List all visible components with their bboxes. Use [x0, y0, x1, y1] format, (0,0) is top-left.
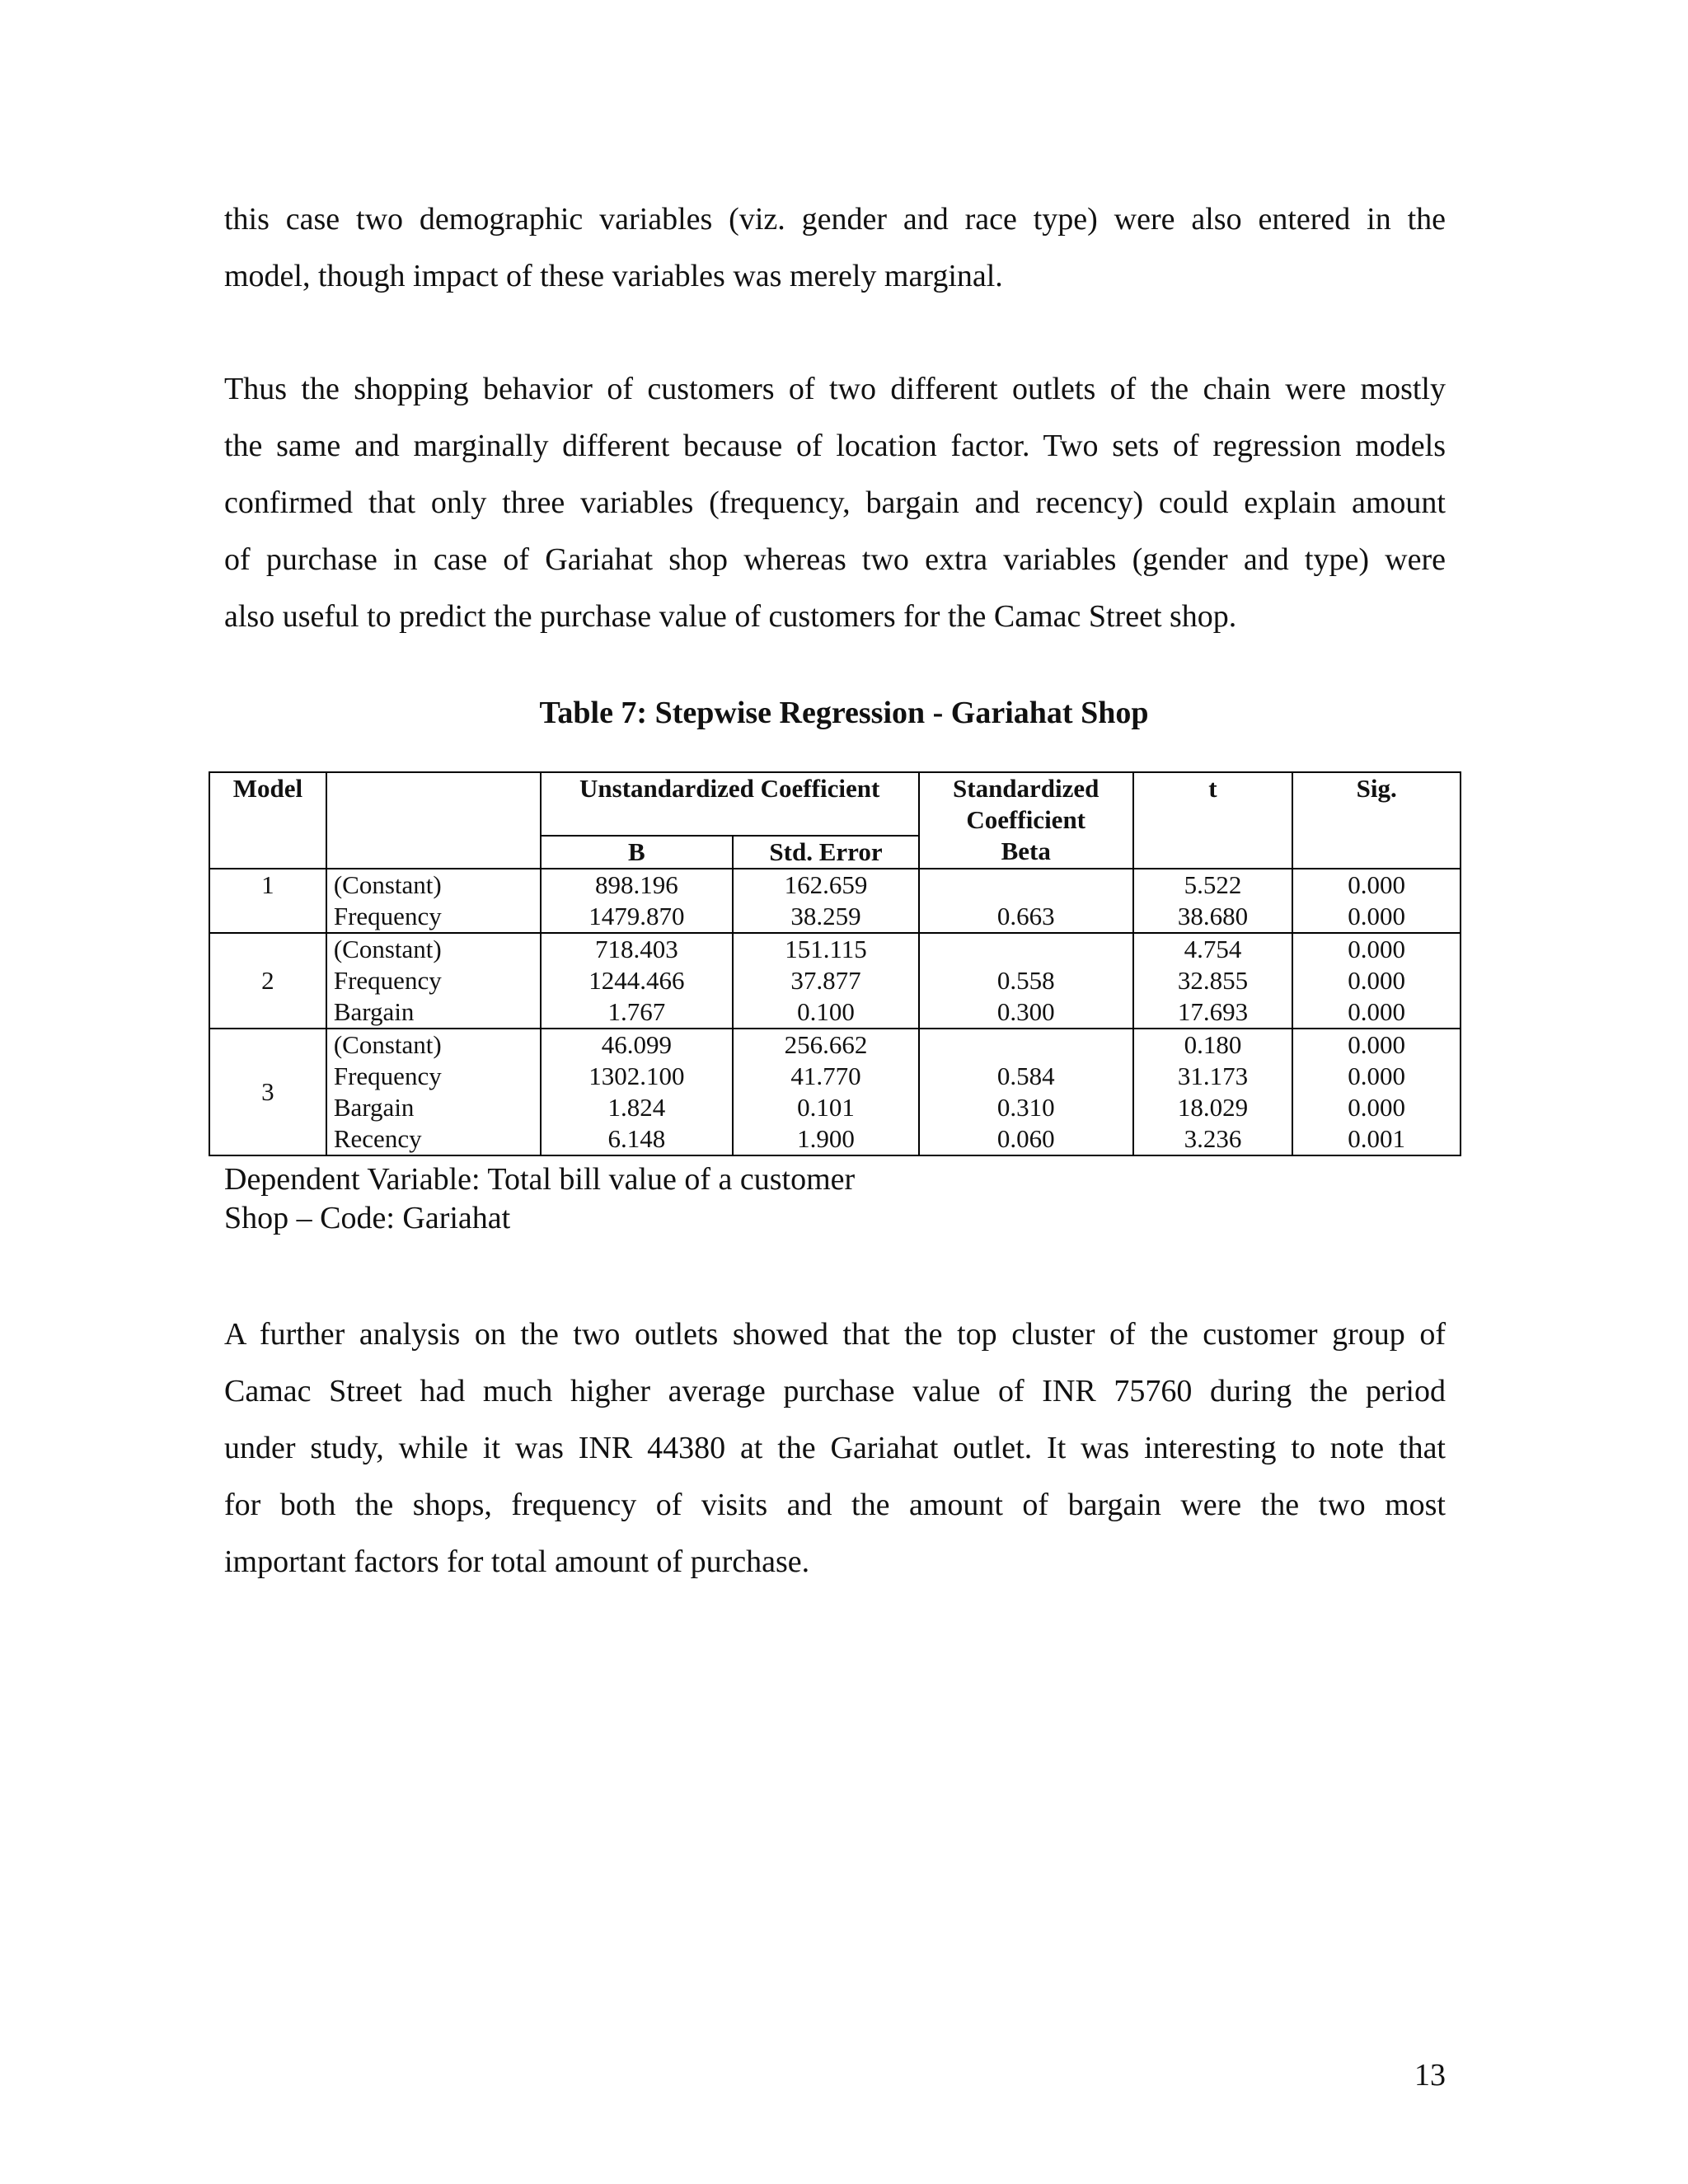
- header-std-error: Std. Error: [733, 836, 919, 869]
- cell-variable: Frequency: [326, 901, 541, 933]
- cell-sig: 0.001: [1292, 1123, 1461, 1155]
- cell-beta: 0.060: [919, 1123, 1133, 1155]
- cell-beta: 0.300: [919, 996, 1133, 1029]
- table-row: [209, 1029, 1461, 1061]
- table-caption: Table 7: Stepwise Regression - Gariahat Shop: [539, 696, 1149, 730]
- cell-sig: 0.000: [1292, 933, 1461, 965]
- text-line: of purchase in case of Gariahat shop whereas two extra variables (gender and type) were: [224, 542, 1446, 577]
- cell-std-error: 41.770: [733, 1061, 919, 1092]
- paragraph-3: [224, 1306, 1446, 1591]
- cell-sig: 0.000: [1292, 996, 1461, 1029]
- header-variable: [326, 772, 541, 869]
- cell-b: 1479.870: [541, 901, 734, 933]
- cell-std-error: 256.662: [733, 1029, 919, 1061]
- cell-b: 1.824: [541, 1092, 734, 1123]
- text-line: Camac Street had much higher average purchase value of INR 75760 during the period: [224, 1374, 1446, 1408]
- cell-beta: [919, 869, 1133, 901]
- table-row: [209, 1123, 1461, 1155]
- cell-beta: 0.663: [919, 901, 1133, 933]
- cell-variable: (Constant): [326, 869, 541, 901]
- cell-variable: (Constant): [326, 933, 541, 965]
- model-3-group: [209, 1029, 1461, 1155]
- cell-t: 38.680: [1133, 901, 1293, 933]
- header-standardized: [919, 772, 1133, 836]
- cell-variable: Recency: [326, 1123, 541, 1155]
- cell-variable: Bargain: [326, 996, 541, 1029]
- cell-std-error: 0.100: [733, 996, 919, 1029]
- header-beta: Beta: [919, 836, 1133, 869]
- text-line: confirmed that only three variables (frequency, bargain and recency) could explain amount: [224, 485, 1446, 520]
- cell-variable: (Constant): [326, 1029, 541, 1061]
- shop-code-note: Shop – Code: Gariahat: [224, 1201, 511, 1235]
- text-line: important factors for total amount of purchase.: [224, 1544, 810, 1579]
- table-row: [209, 901, 1461, 933]
- header-model: Model: [209, 772, 326, 869]
- paragraph-1: [224, 191, 1446, 305]
- cell-t: 32.855: [1133, 965, 1293, 996]
- cell-beta: 0.584: [919, 1061, 1133, 1092]
- cell-beta: [919, 933, 1133, 965]
- text-line: A further analysis on the two outlets showed that the top cluster of the customer group of: [224, 1317, 1446, 1352]
- cell-std-error: 151.115: [733, 933, 919, 965]
- cell-beta: [919, 1029, 1133, 1061]
- cell-b: 1.767: [541, 996, 734, 1029]
- cell-sig: 0.000: [1292, 901, 1461, 933]
- cell-t: 17.693: [1133, 996, 1293, 1029]
- table-row: [209, 965, 1461, 996]
- paragraph-2: [224, 361, 1446, 645]
- header-sig: Sig.: [1292, 772, 1461, 869]
- page-number: 13: [1414, 2058, 1446, 2093]
- regression-table: [209, 771, 1461, 1156]
- cell-beta: 0.558: [919, 965, 1133, 996]
- cell-std-error: 162.659: [733, 869, 919, 901]
- text-line: also useful to predict the purchase value of customers for the Camac Street shop.: [224, 599, 1237, 634]
- cell-b: 46.099: [541, 1029, 734, 1061]
- cell-t: 3.236: [1133, 1123, 1293, 1155]
- text-line: model, though impact of these variables was merely marginal.: [224, 259, 1003, 293]
- table-notes: [224, 1160, 855, 1238]
- text-line: Thus the shopping behavior of customers of two different outlets of the chain were mostly: [224, 372, 1446, 406]
- cell-std-error: 37.877: [733, 965, 919, 996]
- cell-std-error: 38.259: [733, 901, 919, 933]
- cell-b: 1244.466: [541, 965, 734, 996]
- cell-sig: 0.000: [1292, 869, 1461, 901]
- cell-variable: Frequency: [326, 965, 541, 996]
- table-row: [209, 1061, 1461, 1092]
- model-number: 3: [209, 1029, 326, 1155]
- header-standardized-line2: Coefficient: [966, 805, 1086, 834]
- text-line: for both the shops, frequency of visits and the amount of bargain were the two most: [224, 1488, 1446, 1522]
- text-line: under study, while it was INR 44380 at the Gariahat outlet. It was interesting to note that: [224, 1431, 1446, 1465]
- cell-sig: 0.000: [1292, 965, 1461, 996]
- cell-t: 5.522: [1133, 869, 1293, 901]
- cell-t: 31.173: [1133, 1061, 1293, 1092]
- header-t: t: [1133, 772, 1293, 869]
- cell-std-error: 1.900: [733, 1123, 919, 1155]
- text-line: this case two demographic variables (viz. gender and race type) were also entered in the: [224, 202, 1446, 237]
- cell-sig: 0.000: [1292, 1029, 1461, 1061]
- table-header-row: [209, 772, 1461, 836]
- model-2-group: [209, 933, 1461, 1029]
- table-row: [209, 1092, 1461, 1123]
- table-row: [209, 869, 1461, 901]
- cell-t: 18.029: [1133, 1092, 1293, 1123]
- cell-b: 6.148: [541, 1123, 734, 1155]
- model-number: 2: [209, 933, 326, 1029]
- header-standardized-line1: Standardized: [953, 774, 1100, 803]
- cell-b: 898.196: [541, 869, 734, 901]
- model-1-group: [209, 869, 1461, 933]
- header-unstandardized: Unstandardized Coefficient: [541, 772, 919, 836]
- cell-variable: Frequency: [326, 1061, 541, 1092]
- header-b: B: [541, 836, 734, 869]
- cell-t: 4.754: [1133, 933, 1293, 965]
- dependent-variable-note: Dependent Variable: Total bill value of a customer: [224, 1162, 856, 1197]
- table-row: [209, 933, 1461, 965]
- cell-b: 1302.100: [541, 1061, 734, 1092]
- cell-variable: Bargain: [326, 1092, 541, 1123]
- text-line: the same and marginally different because of location factor. Two sets of regression models: [224, 429, 1446, 463]
- cell-sig: 0.000: [1292, 1061, 1461, 1092]
- cell-std-error: 0.101: [733, 1092, 919, 1123]
- cell-b: 718.403: [541, 933, 734, 965]
- cell-sig: 0.000: [1292, 1092, 1461, 1123]
- model-number: 1: [209, 869, 326, 933]
- cell-t: 0.180: [1133, 1029, 1293, 1061]
- table-row: [209, 996, 1461, 1029]
- cell-beta: 0.310: [919, 1092, 1133, 1123]
